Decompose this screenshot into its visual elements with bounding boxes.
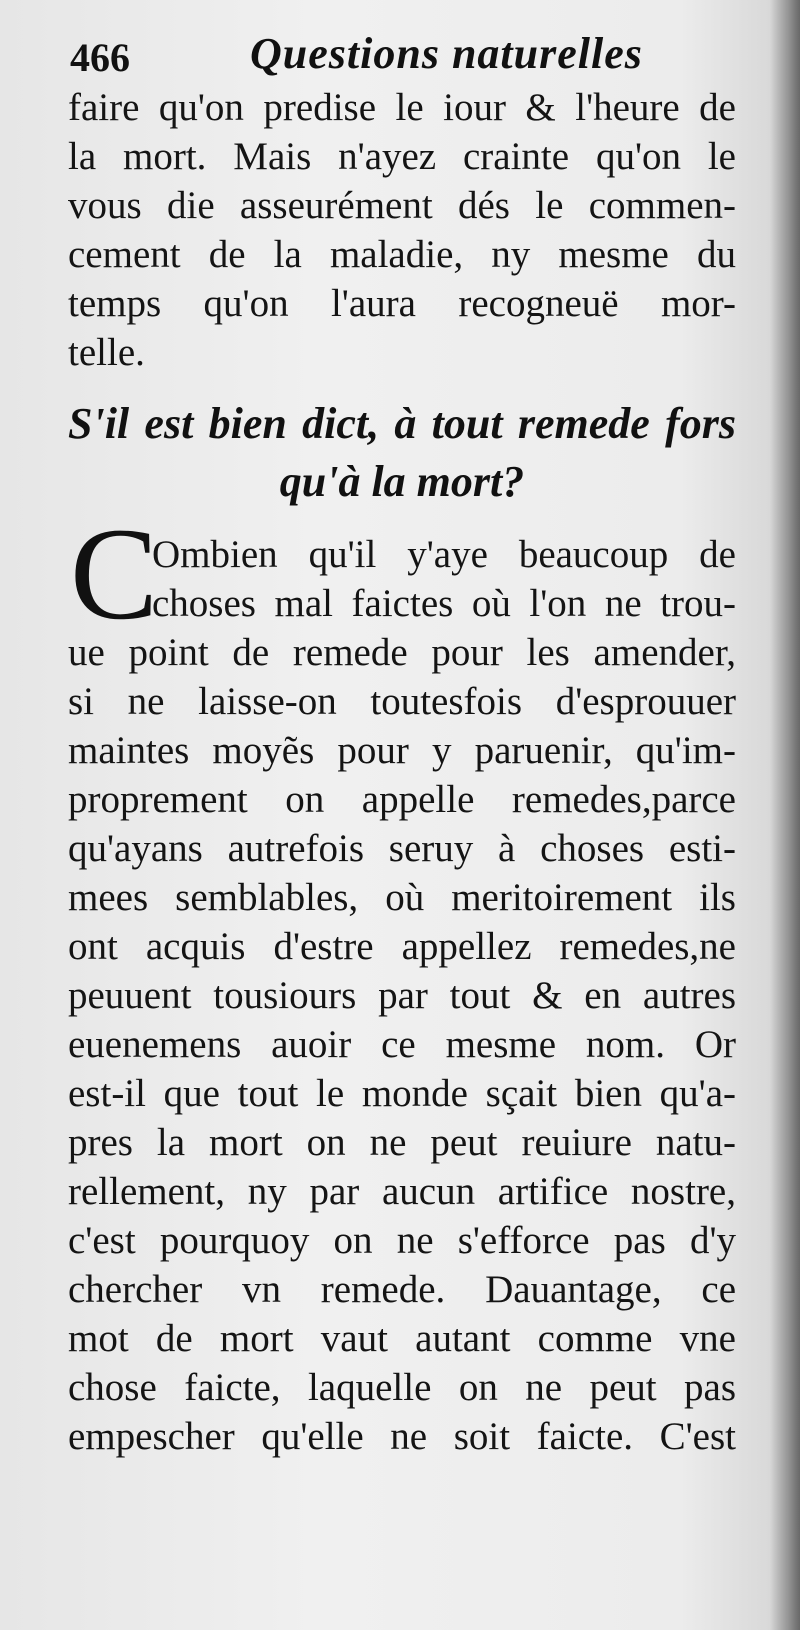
text-line: chose faicte, laquelle on ne peut pas [68,1366,736,1409]
running-head [70,28,730,88]
text-line: telle. [68,331,145,374]
text-line: empescher qu'elle ne soit faicte. C'est [68,1415,736,1458]
text-line: c'est pourquoy on ne s'efforce pas d'y [68,1219,736,1262]
continuation-paragraph [68,83,736,377]
text-line: chercher vn remede. Dauantage, ce [68,1268,736,1311]
first-lines-beside-drop-cap [152,530,736,628]
text-line: si ne laisse-on toutesfois d'esprouuer [68,680,736,723]
text-line: pres la mort on ne peut reuiure natu- [68,1121,736,1164]
text-line: rellement, ny par aucun artifice nostre, [68,1170,736,1213]
drop-cap-initial: C [70,500,159,647]
text-line: ont acquis d'estre appellez remedes,ne [68,925,736,968]
text-line: Ombien qu'il y'aye beaucoup de [152,533,736,576]
section-heading-line: S'il est bien dict, à tout remede fors [68,399,736,448]
text-line: choses mal faictes où l'on ne trou- [152,582,736,625]
text-line: peuuent tousiours par tout & en autres [68,974,736,1017]
text-line: est-il que tout le monde sçait bien qu'a- [68,1072,736,1115]
text-line: maintes moyẽs pour y paruenir, qu'im- [68,729,736,772]
section-heading-line: qu'à la mort? [279,457,525,506]
text-line: mees semblables, où meritoirement ils [68,876,736,919]
section-heading [68,395,736,511]
text-line: vous die asseurément dés le commen- [68,184,736,227]
text-line: euenemens auoir ce mesme nom. Or [68,1023,736,1066]
text-line: qu'ayans autrefois seruy à choses esti- [68,827,736,870]
text-line: la mort. Mais n'ayez crainte qu'on le [68,135,736,178]
page-number: 466 [70,35,130,80]
text-line: faire qu'on predise le iour & l'heure de [68,86,736,129]
running-title: Questions naturelles [250,29,643,78]
text-line: cement de la maladie, ny mesme du [68,233,736,276]
text-line: mot de mort vaut autant comme vne [68,1317,736,1360]
text-line: ue point de remede pour les amender, [68,631,736,674]
body-paragraph [68,628,736,1461]
text-line: proprement on appelle remedes,parce [68,778,736,821]
page-edge-shadow [770,0,800,1630]
text-line: temps qu'on l'aura recogneuë mor- [68,282,736,325]
